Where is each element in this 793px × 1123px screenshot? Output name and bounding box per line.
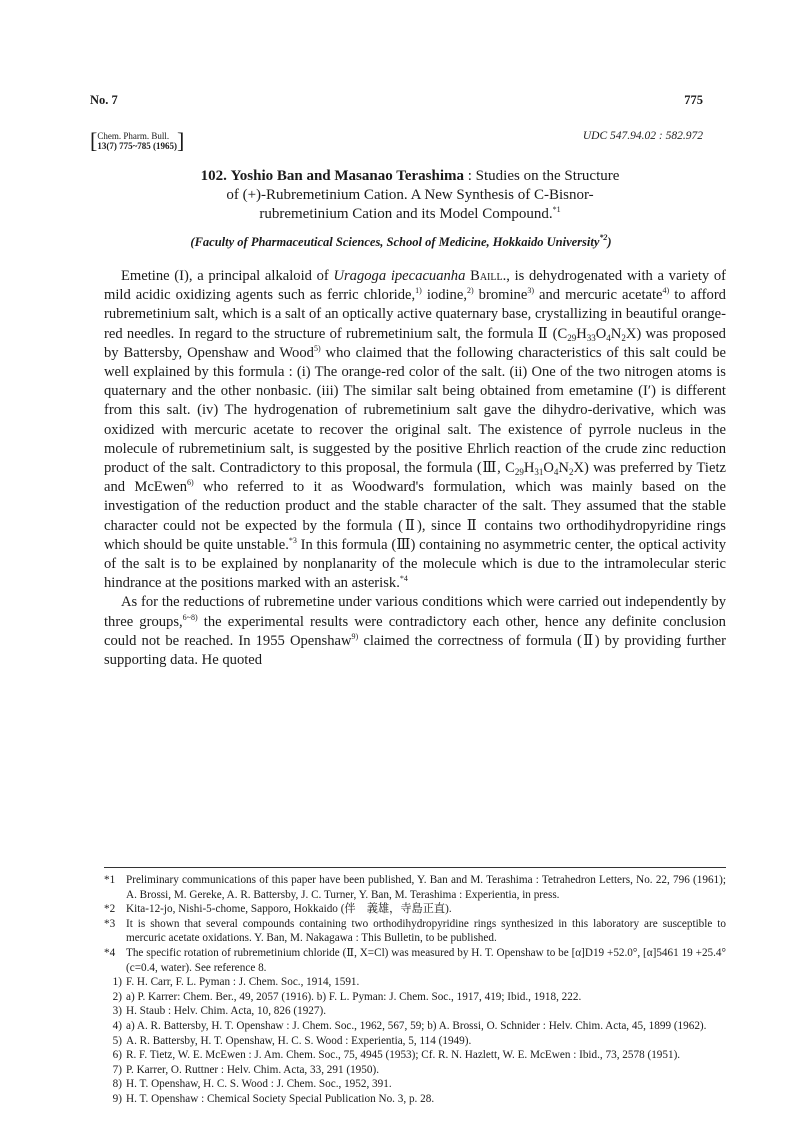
text-run: H — [576, 325, 587, 342]
ref-mark: 4) — [662, 286, 670, 296]
footnote-text: Preliminary communications of this paper have been published, Y. Ban and M. Terashima : Tetrahedron Letters, No. 22, 796 (1961); A. Brossi, M. Gereke, A. R. Battersby, J. C. Turner, Y. Ban, M. Terashima : Experientia, in press. — [126, 874, 726, 901]
authors: Yoshio Ban and Masanao Terashima — [230, 168, 464, 184]
paragraph-2 — [104, 593, 726, 670]
body-text — [104, 267, 726, 670]
footnote-text: A. R. Battersby, H. T. Openshaw, H. C. S. Wood : Experientia, 5, 114 (1949). — [126, 1034, 472, 1047]
footnote-item — [104, 975, 726, 990]
ref-mark: 9) — [351, 631, 359, 641]
article-number: 102. — [200, 168, 227, 184]
footnote-divider — [104, 867, 726, 868]
subscript: 29 — [567, 332, 577, 343]
footnote-label: *4 — [104, 946, 116, 959]
ref-mark: 2) — [466, 286, 474, 296]
footnote-text: It is shown that several compounds containing two orthodihydropyridine rings synthesized in this laboratory are susceptible to mercuric acetate oxidations. Y. Ban, M. Nakagawa : This Bulletin, to be published. — [126, 917, 726, 945]
ref-mark: *4 — [399, 574, 408, 584]
footnote-label: *2 — [104, 903, 116, 916]
footnote-item — [104, 1092, 726, 1107]
subscript: 4 — [606, 332, 611, 343]
journal-number: No. 7 — [90, 93, 118, 107]
subscript: 29 — [514, 467, 524, 478]
footnote-item — [104, 873, 726, 902]
subscript: 2 — [621, 332, 626, 343]
text-run: , is dehydrogenated with a variety of mild acidic oxidizing agents such as ferric chloride, — [104, 268, 726, 304]
footnote-text: a) A. R. Battersby, H. T. Openshaw : J. Chem. Soc., 1962, 567, 59; b) A. Brossi, O. Schnider : Helv. Chim. Acta, 45, 1899 (1962). — [126, 1019, 707, 1032]
title-line-3: rubremetinium Cation and its Model Compound. — [259, 206, 553, 222]
footnote-item — [104, 1019, 726, 1034]
text-run: and mercuric acetate — [534, 287, 663, 304]
text-run: O — [595, 325, 607, 342]
text-run: claimed the correctness of formula (Ⅱ) by providing further supporting data. He quoted — [104, 632, 726, 669]
affiliation-close: ) — [607, 235, 612, 249]
footnote-text: a) P. Karrer: Chem. Ber., 49, 2057 (1916). b) F. L. Pyman: J. Chem. Soc., 1917, 419; Ibid., 1918, 222. — [126, 990, 582, 1003]
text-run: In this formula (Ⅲ) containing no asymmetric center, the optical activity of the salt is to be explained by nonplanarity of the molecule which is due to the intramolecular steric hindrance at the positions marked with an asterisk. — [104, 536, 726, 592]
ref-mark: 6~8) — [182, 612, 198, 622]
subscript: 31 — [534, 467, 544, 478]
title-footnote-mark: *1 — [552, 205, 561, 214]
footnote-label: 7) — [112, 1063, 122, 1076]
citation-journal: Chem. Pharm. Bull. — [97, 131, 170, 141]
text-run: bromine — [473, 287, 528, 304]
footnote-label: 8) — [112, 1078, 122, 1091]
text-run: X) was proposed by Battersby, Openshaw and Wood — [104, 325, 726, 361]
footnote-item — [104, 917, 726, 946]
footnote-label: 3) — [112, 1005, 122, 1018]
text-run: N — [610, 325, 622, 342]
footnote-item — [104, 1077, 726, 1092]
text-run: Emetine (I), a principal alkaloid of — [121, 268, 334, 284]
footnote-item — [104, 1063, 726, 1078]
footnote-text: Kita-12-jo, Nishi-5-chome, Sapporo, Hokkaido (伴 義雄，寺島正直). — [126, 903, 452, 916]
text-run: H — [523, 460, 535, 477]
text-run: iodine, — [421, 287, 467, 304]
text-run: the experimental results were contradictory each other, hence any definite conclusion could not be reached. In 1955 Openshaw — [104, 613, 726, 649]
text-run: N — [558, 460, 569, 477]
ref-mark: 6) — [187, 478, 194, 488]
text-run: As for the reductions of rubremetine under various conditions which were carried out independently by three groups, — [104, 594, 726, 630]
footnote-label: 2) — [112, 990, 122, 1003]
footnote-text: R. F. Tietz, W. E. McEwen : J. Am. Chem. Soc., 75, 4945 (1953); Cf. R. N. Hazlett, W. E. McEwen : Ibid., 73, 2578 (1951). — [126, 1049, 681, 1062]
ref-mark: 5) — [313, 343, 321, 353]
text-run: X) was preferred by Tietz and McEwen — [104, 460, 727, 496]
affiliation — [90, 235, 712, 250]
footnote-label: 6) — [112, 1049, 122, 1062]
footnote-item — [104, 946, 726, 975]
affiliation-mark: *2 — [599, 233, 608, 242]
footnote-label: 9) — [112, 1092, 122, 1105]
footnote-text: H. Staub : Helv. Chim. Acta, 10, 826 (1927). — [126, 1005, 327, 1018]
page-number: 775 — [684, 93, 703, 107]
footnote-item — [104, 902, 726, 917]
title-line-1: : Studies on the Structure — [464, 168, 620, 184]
title-line-2: of (+)-Rubremetinium Cation. A New Synthesis of C-Bisnor- — [226, 187, 594, 203]
footnote-label: 4) — [112, 1019, 122, 1032]
footnote-text: H. T. Openshaw : Chemical Society Special Publication No. 3, p. 28. — [126, 1092, 435, 1105]
text-run: to afford rubremetinium salt, which is a salt of an optically active quaternary base, crystallizing in beautiful orange-red needles. In regard to the structure of rubremetinium salt, the formula Ⅱ (C — [104, 287, 726, 342]
ref-mark: 3) — [527, 286, 534, 296]
species-name: Uragoga ipecacuanha — [333, 268, 466, 284]
footnote-label: *3 — [104, 917, 116, 930]
text-run: who referred to it as Woodward's formulation, which was mainly based on the investigation of the reduction product and the stable character of the salt. They assumed that the stable character could not be expected by the formula (Ⅱ), since Ⅱ contains two orthodihydropyridine rings which should be quite unstable. — [104, 479, 726, 553]
udc-code: UDC 547.94.02 : 582.972 — [582, 130, 703, 142]
text-run: O — [543, 460, 554, 477]
subscript: 2 — [568, 467, 574, 478]
footnote-item — [104, 990, 726, 1005]
footnote-label: 5) — [112, 1034, 122, 1047]
paragraph-1 — [104, 267, 726, 593]
footnote-item — [104, 1034, 726, 1049]
footnote-item — [104, 1048, 726, 1063]
footnote-label: 1) — [112, 976, 122, 989]
footnotes — [104, 873, 726, 1107]
footnote-text: The specific rotation of rubremetinium chloride (Ⅱ, X=Cl) was measured by H. T. Openshaw to be [α]D19 +52.0°, [α]5461 19 +25.4° (c=0.4, water). See reference 8. — [126, 946, 726, 974]
article-title — [130, 167, 690, 224]
footnote-label: *1 — [104, 874, 116, 886]
subscript: 4 — [553, 467, 559, 478]
subscript: 33 — [586, 332, 596, 343]
ref-mark: *3 — [288, 535, 297, 545]
citation-volume: 13(7) 775~785 (1965) — [97, 141, 177, 151]
text-run: who claimed that the following characteristics of this salt could be well explained by this formula : (i) The orange-red color of the salt. (ii) One of the two nitrogen atoms is quaternary and the other nonbasic. (iii) The similar salt being obtained from emetamine (I′) is different from this salt. (iv) The hydrogenation of rubremetinium salt gave the dihydro-derivative, which was oxidized with mercuric acetate to recover the original salt. The existence of pyrrole nucleus in the molecule of rubremetinium salt, is suggested by the positive Ehrlich reaction of the crude zinc reduction product of the salt. Contradictory to this proposal, the formula (Ⅲ, C — [104, 344, 726, 477]
author-abbrev: Baill. — [470, 268, 507, 284]
citation-box: [Chem. Pharm. Bull. 13(7) 775~785 (1965)] — [90, 128, 185, 153]
footnote-text: P. Karrer, O. Ruttner : Helv. Chim. Acta, 33, 291 (1950). — [126, 1063, 379, 1076]
ref-mark: 1) — [415, 286, 422, 296]
footnote-text: F. H. Carr, F. L. Pyman : J. Chem. Soc., 1914, 1591. — [126, 976, 360, 989]
affiliation-text: (Faculty of Pharmaceutical Sciences, School of Medicine, Hokkaido University — [190, 235, 600, 249]
footnote-text: H. T. Openshaw, H. C. S. Wood : J. Chem. Soc., 1952, 391. — [126, 1078, 392, 1091]
footnote-item — [104, 1004, 726, 1019]
